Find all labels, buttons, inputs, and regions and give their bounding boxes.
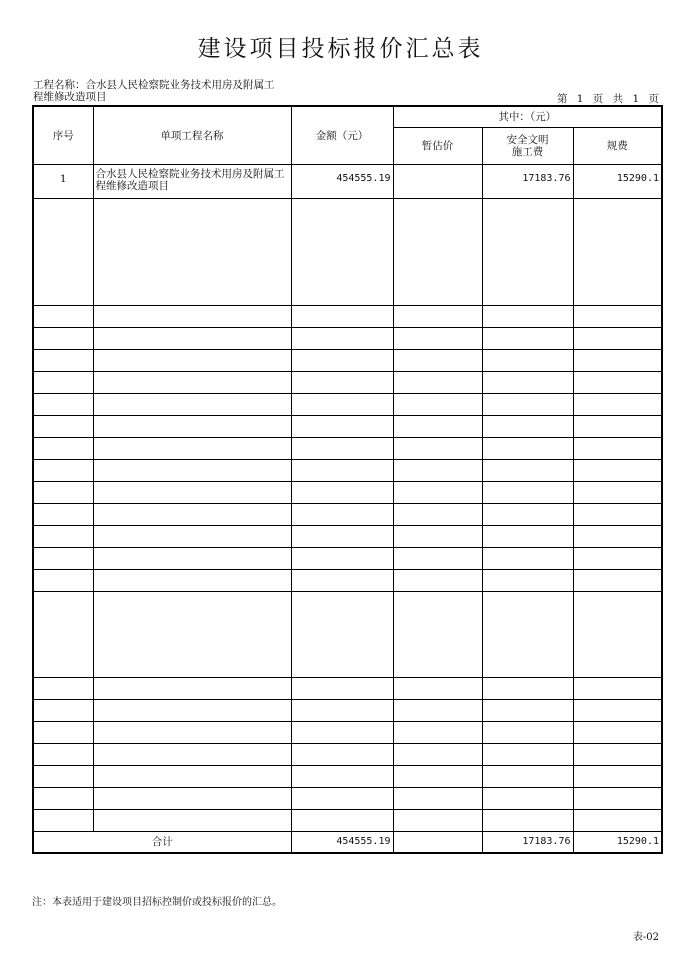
page-title: 建设项目投标报价汇总表 [197, 36, 484, 62]
form-code: 表-02 [632, 932, 659, 943]
total-label: 合计 [33, 831, 291, 853]
empty-row [33, 787, 662, 809]
row-amount: 454555.19 [291, 164, 393, 198]
row-safety: 17183.76 [482, 164, 573, 198]
total-provisional [393, 831, 482, 853]
empty-row [33, 459, 662, 481]
empty-row [33, 569, 662, 591]
total-safety: 17183.76 [482, 831, 573, 853]
row-provisional [393, 164, 482, 198]
empty-row [33, 503, 662, 525]
empty-row [33, 327, 662, 349]
empty-row [33, 437, 662, 459]
page-number: 第 1 页 共 1 页 [556, 93, 659, 105]
header-name: 单项工程名称 [93, 106, 291, 164]
empty-row [33, 349, 662, 371]
empty-row [33, 305, 662, 327]
empty-row [33, 765, 662, 787]
empty-row [33, 393, 662, 415]
summary-table-wrap [32, 105, 663, 854]
header-amount: 金额（元） [291, 106, 393, 164]
empty-row [33, 481, 662, 503]
row-name: 合水县人民检察院业务技术用房及附属工程维修改造项目 [93, 164, 291, 198]
header-fees: 规费 [573, 127, 662, 164]
total-amount: 454555.19 [291, 831, 393, 853]
empty-row [33, 677, 662, 699]
row-fees: 15290.1 [573, 164, 662, 198]
empty-row [33, 547, 662, 569]
empty-row [33, 198, 662, 305]
footnote: 注：本表适用于建设项目招标控制价或投标报价的汇总。 [32, 897, 282, 908]
header-seq: 序号 [33, 106, 93, 164]
empty-row [33, 591, 662, 677]
table-row [33, 164, 662, 198]
total-fees: 15290.1 [573, 831, 662, 853]
header-provisional: 暂估价 [393, 127, 482, 164]
empty-row [33, 743, 662, 765]
empty-row [33, 371, 662, 393]
header-of-which: 其中：（元） [393, 106, 662, 127]
empty-row [33, 721, 662, 743]
row-seq: 1 [33, 164, 93, 198]
total-row [33, 831, 662, 853]
empty-row [33, 525, 662, 547]
empty-row [33, 415, 662, 437]
project-name: 工程名称：合水县人民检察院业务技术用房及附属工程维修改造项目 [33, 79, 275, 103]
header-safety: 安全文明施工费 [506, 133, 549, 158]
empty-row [33, 699, 662, 721]
summary-table [32, 105, 663, 854]
empty-row [33, 809, 662, 831]
